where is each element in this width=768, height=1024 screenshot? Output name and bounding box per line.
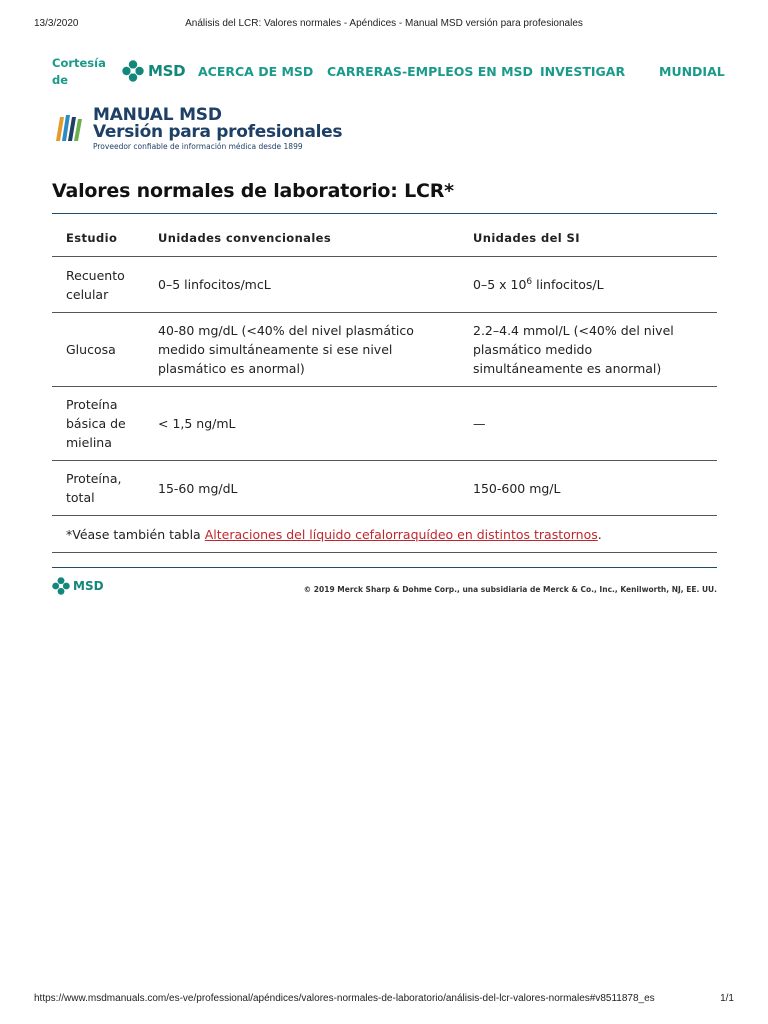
title-divider: [52, 213, 717, 214]
cell-si-exponent: 6: [526, 276, 533, 287]
csf-values-table: [52, 220, 717, 553]
column-header-estudio: Estudio: [52, 220, 144, 257]
print-date: 13/3/2020: [34, 18, 79, 29]
table-row: [52, 313, 717, 387]
msd-logo-text: MSD: [148, 62, 186, 80]
print-page-number: 1/1: [720, 993, 734, 1004]
cell-si: 150-600 mg/L: [459, 461, 717, 516]
cell-si: —: [459, 387, 717, 461]
nav-link-acerca[interactable]: ACERCA DE MSD: [198, 64, 314, 79]
cell-estudio: Proteína, total: [52, 461, 144, 516]
table-row: [52, 257, 717, 313]
footer-logo-text: MSD: [73, 579, 104, 593]
footnote-suffix: .: [597, 526, 602, 542]
nav-link-carreras[interactable]: CARRERAS-EMPLEOS EN MSD: [327, 64, 533, 79]
table-row: [52, 461, 717, 516]
msd-logo-icon: [122, 60, 144, 82]
cell-convencional: 40-80 mg/dL (<40% del nivel plasmático medido simultáneamente si ese nivel plasmático es anormal): [144, 313, 459, 387]
brand-title-line1: MANUAL MSD: [93, 105, 222, 125]
cell-si: 2.2–4.4 mmol/L (<40% del nivel plasmático medido simultáneamente es anormal): [459, 313, 717, 387]
cell-convencional: 15-60 mg/dL: [144, 461, 459, 516]
cell-estudio: Recuento celular: [52, 257, 144, 313]
table-row: [52, 387, 717, 461]
column-header-si: Unidades del SI: [459, 220, 717, 257]
manual-books-icon: [53, 111, 85, 143]
footnote-prefix: *Véase también tabla: [66, 526, 205, 542]
footer-msd-logo-link[interactable]: [52, 577, 104, 595]
table-footnote-row: [52, 516, 717, 553]
msd-logo-link[interactable]: [122, 60, 185, 82]
cell-convencional: 0–5 linfocitos/mcL: [144, 257, 459, 313]
courtesy-label: Cortesía de: [52, 56, 106, 87]
top-navigation: [52, 55, 728, 91]
cell-si-base: 0–5 x 10: [473, 277, 527, 292]
cell-si: [459, 257, 717, 313]
print-url: https://www.msdmanuals.com/es-ve/professional/apéndices/valores-normales-de-laboratorio/análisis-del-lcr-valores-normales#v8511878_es: [34, 993, 655, 1004]
brand-tagline: Proveedor confiable de información médica desde 1899: [93, 142, 303, 151]
brand-title-line2: Versión para profesionales: [93, 122, 343, 142]
column-header-convencionales: Unidades convencionales: [144, 220, 459, 257]
msd-logo-icon: [52, 577, 70, 595]
cell-convencional: < 1,5 ng/mL: [144, 387, 459, 461]
cell-estudio: Proteína básica de mielina: [52, 387, 144, 461]
copyright-notice: © 2019 Merck Sharp & Dohme Corp., una subsidiaria de Merck & Co., Inc., Kenilworth, NJ, EE. UU.: [303, 585, 717, 594]
footer-divider: [52, 567, 717, 568]
table-footnote: [52, 516, 717, 553]
print-doc-title: Análisis del LCR: Valores normales - Apéndices - Manual MSD versión para profesionales: [185, 18, 583, 29]
cell-estudio: Glucosa: [52, 313, 144, 387]
footnote-link[interactable]: Alteraciones del líquido cefalorraquídeo en distintos trastornos: [204, 526, 598, 542]
page-title: Valores normales de laboratorio: LCR*: [52, 180, 454, 202]
cell-si-unit: linfocitos/L: [532, 277, 604, 292]
nav-link-investigar[interactable]: INVESTIGAR: [540, 64, 626, 79]
nav-link-mundial[interactable]: MUNDIAL: [659, 64, 725, 79]
table-header-row: [52, 220, 717, 257]
